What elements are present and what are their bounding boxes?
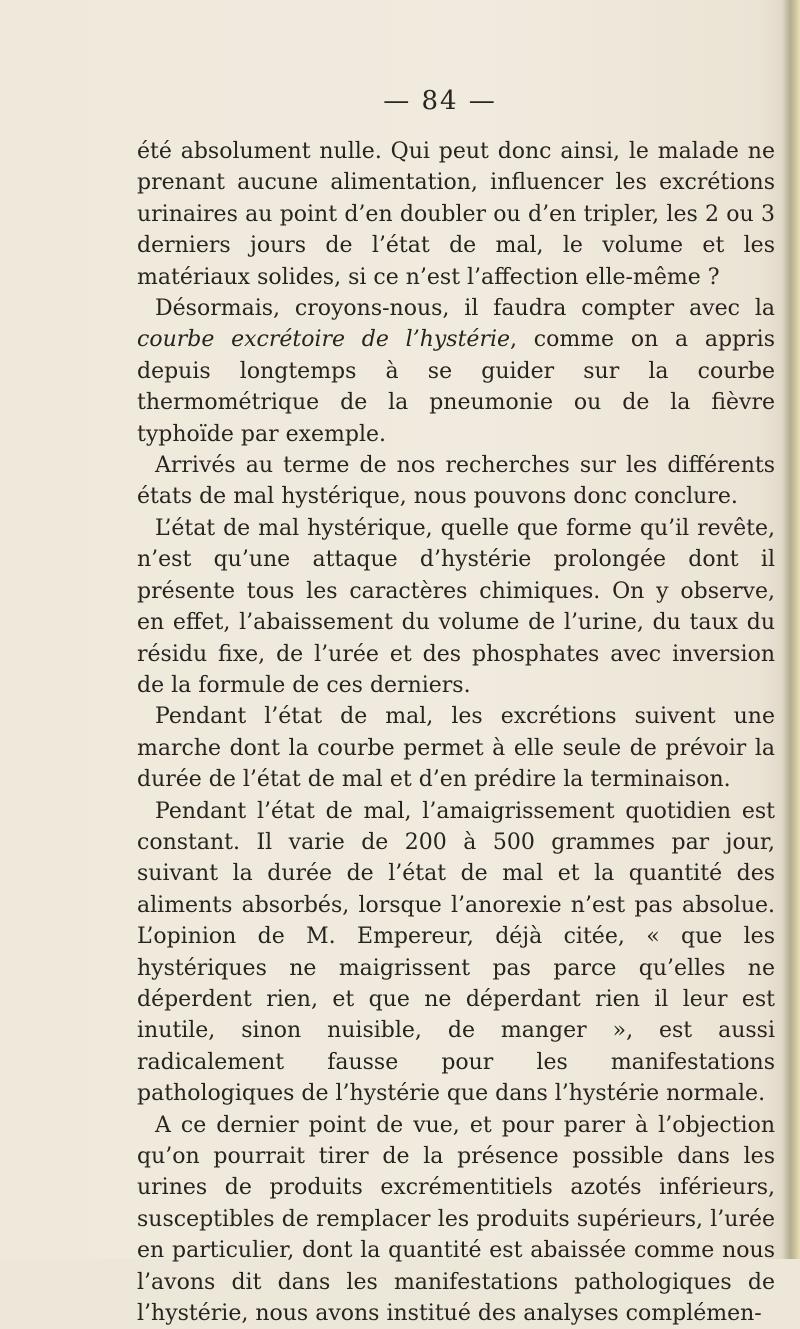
page-edge-shadow — [782, 0, 800, 1259]
paragraph-p4 — [137, 513, 775, 701]
italic-phrase: courbe excrétoire de l’hystérie — [137, 327, 511, 353]
paragraph-p7 — [137, 1110, 775, 1329]
text-segment: Arrivés au terme de nos recherches sur les différents états de mal hystérique, nous pouvons donc conclure. — [137, 453, 775, 510]
text-segment: Pendant l’état de mal, les excrétions suivent une marche dont la courbe permet à elle seule de prévoir la durée de l’état de mal et d’en prédire la terminaison. — [137, 704, 775, 793]
page-number: — 84 — — [383, 86, 497, 116]
text-segment: , comme on a appris depuis longtemps à se guider sur la courbe thermométrique de la pneumonie ou de la fièvre typhoïde par exemple. — [137, 327, 775, 447]
body-text — [137, 136, 775, 1329]
text-segment: été absolument nulle. Qui peut donc ainsi, le malade ne prenant aucune alimentation, influencer les excrétions urinaires au point d’en doubler ou d’en tripler, les 2 ou 3 derniers jours de l’état de mal, le volume et les matériaux solides, si ce n’est l’affection elle-même ? — [137, 139, 775, 290]
paragraph-p3 — [137, 450, 775, 513]
paragraph-p2 — [137, 293, 775, 450]
paragraph-p6 — [137, 796, 775, 1110]
text-segment: Pendant l’état de mal, l’amaigrissement quotidien est constant. Il varie de 200 à 500 grammes par jour, suivant la durée de l’état de mal et la quantité des aliments absorbés, lorsque l’anorexie n’est pas absolue. L’opinion de M. Empereur, déjà citée, « que les hystériques ne maigrissent pas parce qu’elles ne déperdent rien, et que ne déperdant rien il leur est inutile, sinon nuisible, de manger », est aussi radicalement fausse pour les manifestations pathologiques de l’hystérie que dans l’hystérie normale. — [137, 798, 775, 1107]
text-segment: A ce dernier point de vue, et pour parer à l’objection qu’on pourrait tirer de la présence possible dans les urines de produits excrémentitiels azotés inférieurs, susceptibles de remplacer les produits supérieurs, l’urée en particulier, dont la quantité est abaissée comme nous l’avons dit dans les manifestations pathologiques de l’hystérie, nous avons institué des analyses complémen- — [137, 1112, 775, 1327]
paragraph-p1 — [137, 136, 775, 293]
text-segment: Désormais, croyons-nous, il faudra compter avec la — [155, 296, 775, 322]
text-segment: L’état de mal hystérique, quelle que forme qu’il revête, n’est qu’une attaque d’hystérie prolongée dont il présente tous les caractères chimiques. On y observe, en effet, l’abaissement du volume de l’urine, du taux du résidu fixe, de l’urée et des phosphates avec inversion de la formule de ces derniers. — [137, 515, 775, 698]
paragraph-p5 — [137, 701, 775, 795]
